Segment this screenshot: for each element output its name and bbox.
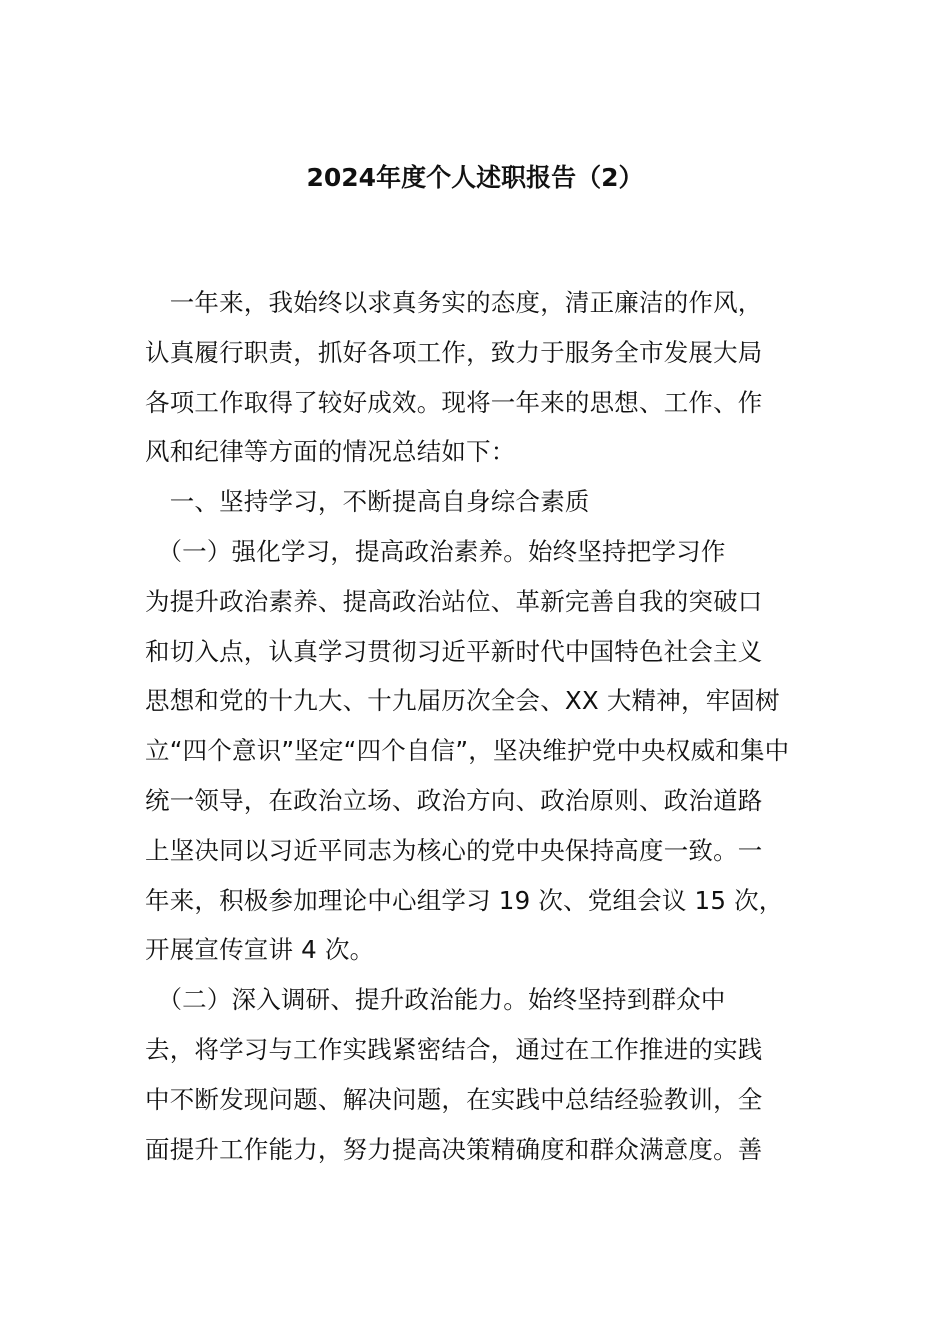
document-title: 2024年度个人述职报告（2） bbox=[306, 163, 644, 192]
body-line: 思想和党的十九大、十九届历次全会、XX 大精神，牢固树 bbox=[145, 686, 780, 716]
section-heading: 一、坚持学习，不断提高自身综合素质 bbox=[145, 487, 590, 517]
body-line: 各项工作取得了较好成效。现将一年来的思想、工作、作 bbox=[145, 387, 763, 417]
body-line: 开展宣传宣讲 4 次。 bbox=[145, 935, 375, 965]
body-line: 统一领导，在政治立场、政治方向、政治原则、政治道路 bbox=[145, 785, 763, 815]
body-line: 去，将学习与工作实践紧密结合，通过在工作推进的实践 bbox=[145, 1034, 763, 1064]
body-line: 和切入点，认真学习贯彻习近平新时代中国特色社会主义 bbox=[145, 636, 763, 666]
body-line: 年来，积极参加理论中心组学习 19 次、党组会议 15 次， bbox=[145, 885, 784, 915]
document-body bbox=[145, 280, 845, 1176]
body-line: 上坚决同以习近平同志为核心的党中央保持高度一致。一 bbox=[145, 835, 763, 865]
body-line: 立“四个意识”坚定“四个自信”，坚决维护党中央权威和集中 bbox=[145, 736, 790, 766]
body-line: 面提升工作能力，努力提高决策精确度和群众满意度。善 bbox=[145, 1134, 763, 1164]
body-line: 一年来，我始终以求真务实的态度，清正廉洁的作风， bbox=[145, 288, 763, 317]
body-line: （一）强化学习，提高政治素养。始终坚持把学习作 bbox=[145, 536, 726, 566]
body-line: 为提升政治素养、提高政治站位、革新完善自我的突破口 bbox=[145, 586, 763, 616]
body-line: 中不断发现问题、解决问题，在实践中总结经验教训，全 bbox=[145, 1084, 763, 1114]
body-line: 认真履行职责，抓好各项工作，致力于服务全市发展大局 bbox=[145, 337, 763, 367]
body-line: 风和纪律等方面的情况总结如下： bbox=[145, 437, 516, 467]
body-line: （二）深入调研、提升政治能力。始终坚持到群众中 bbox=[145, 985, 726, 1015]
